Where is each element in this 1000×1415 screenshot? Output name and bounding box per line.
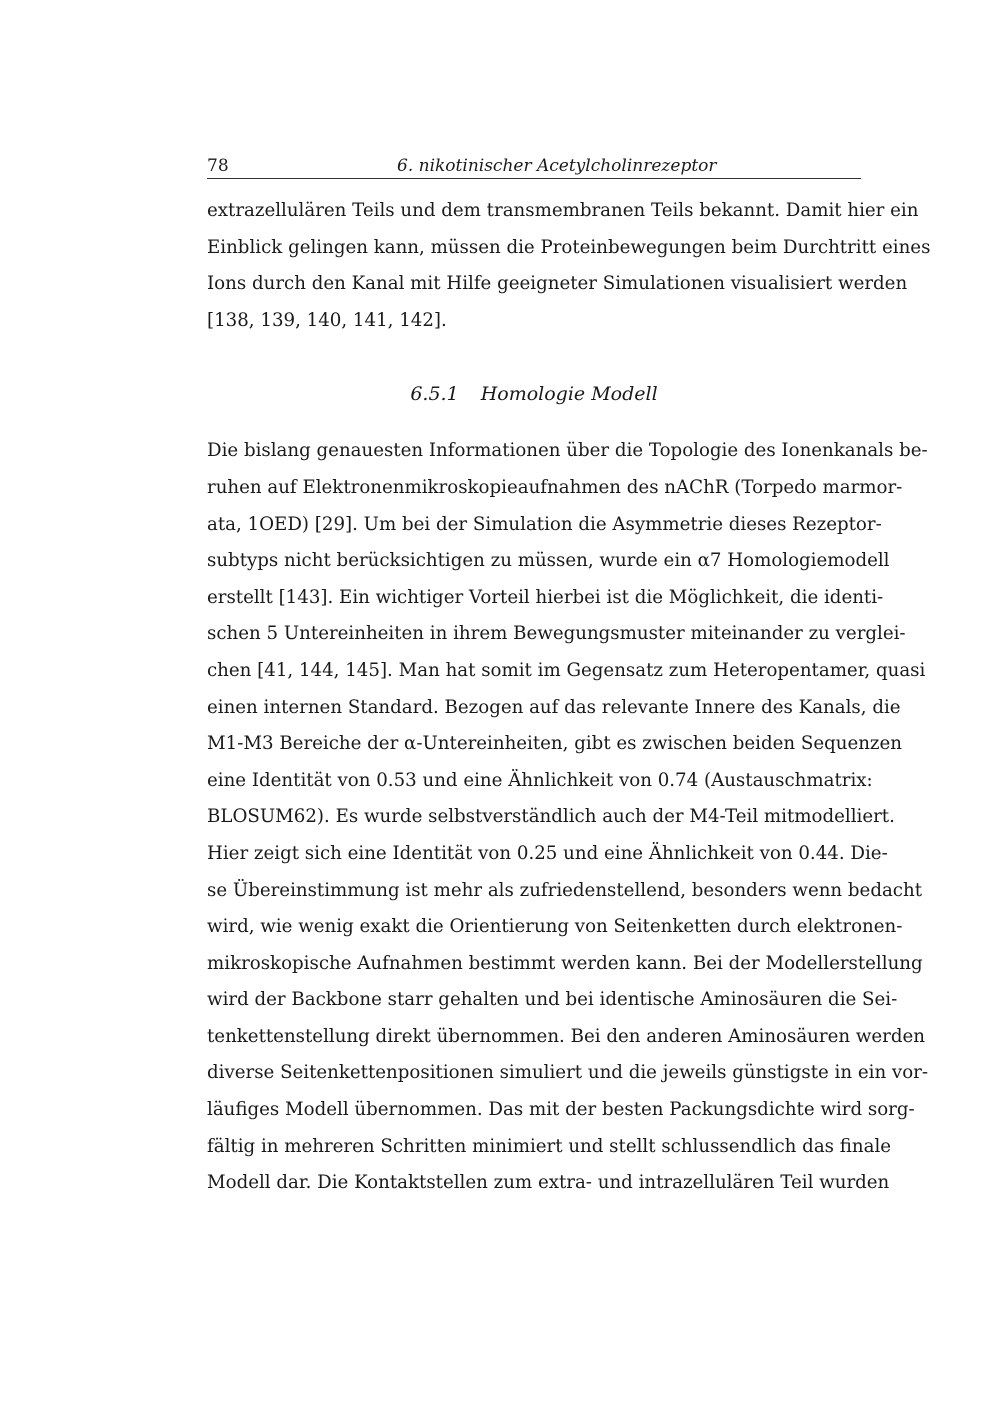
- text-line: ata, 1OED) [29]. Um bei der Simulation die Asymmetrie dieses Rezeptor-: [207, 513, 882, 535]
- text-line: einen internen Standard. Bezogen auf das relevante Innere des Kanals, die: [207, 696, 901, 718]
- text-line: chen [41, 144, 145]. Man hat somit im Gegensatz zum Heteropentamer, quasi: [207, 659, 926, 681]
- text-line: Ions durch den Kanal mit Hilfe geeigneter Simulationen visualisiert werden: [207, 273, 908, 295]
- paragraph-homology: [207, 433, 928, 1201]
- text-line: M1-M3 Bereiche der α-Untereinheiten, gibt es zwischen beiden Sequenzen: [207, 733, 902, 755]
- text-line: Modell dar. Die Kontaktstellen zum extra- und intrazellulären Teil wurden: [207, 1172, 890, 1194]
- text-line: tenkettenstellung direkt übernommen. Bei den anderen Aminosäuren werden: [207, 1025, 925, 1047]
- text-line: wird der Backbone starr gehalten und bei identische Aminosäuren die Sei-: [207, 989, 898, 1011]
- text-line: eine Identität von 0.53 und eine Ähnlichkeit von 0.74 (Austauschmatrix:: [207, 769, 873, 791]
- text-line: Die bislang genauesten Informationen über die Topologie des Ionenkanals be-: [207, 440, 928, 462]
- text-line: se Übereinstimmung ist mehr als zufriedenstellend, besonders wenn bedacht: [207, 879, 923, 901]
- text-line: erstellt [143]. Ein wichtiger Vorteil hierbei ist die Möglichkeit, die identi-: [207, 586, 884, 608]
- text-line: wird, wie wenig exakt die Orientierung von Seitenketten durch elektronen-: [207, 916, 903, 938]
- section-heading: [207, 379, 861, 409]
- text-line: extrazellulären Teils und dem transmembranen Teils bekannt. Damit hier ein: [207, 200, 919, 221]
- section-number: 6.5.1: [410, 383, 459, 406]
- paragraph-intro: [207, 193, 931, 339]
- text-line: läufiges Modell übernommen. Das mit der besten Packungsdichte wird sorg-: [207, 1099, 915, 1121]
- page-number: 78: [207, 156, 229, 176]
- text-line: fältig in mehreren Schritten minimiert und stellt schlussendlich das finale: [207, 1135, 892, 1157]
- text-line: mikroskopische Aufnahmen bestimmt werden kann. Bei der Modellerstellung: [207, 952, 923, 974]
- text-line: ruhen auf Elektronenmikroskopieaufnahmen des nAChR (Torpedo marmor-: [207, 476, 903, 498]
- text-line: Einblick gelingen kann, müssen die Proteinbewegungen beim Durchtritt eines: [207, 236, 931, 258]
- text-line: Hier zeigt sich eine Identität von 0.25 und eine Ähnlichkeit von 0.44. Die-: [207, 842, 888, 864]
- page: [207, 150, 931, 1202]
- running-header: [207, 150, 861, 179]
- text-line: subtyps nicht berücksichtigen zu müssen, wurde ein α7 Homologiemodell: [207, 550, 890, 572]
- text-line: diverse Seitenkettenpositionen simuliert und die jeweils günstigste in ein vor-: [207, 1062, 928, 1084]
- chapter-title: 6. nikotinischer Acetylcholinrezeptor: [397, 156, 717, 176]
- text-line: BLOSUM62). Es wurde selbstverständlich auch der M4-Teil mitmodelliert.: [207, 806, 895, 828]
- text-line: schen 5 Untereinheiten in ihrem Bewegungsmuster miteinander zu verglei-: [207, 623, 906, 645]
- text-line: [138, 139, 140, 141, 142].: [207, 309, 447, 331]
- section-title: Homologie Modell: [480, 383, 658, 406]
